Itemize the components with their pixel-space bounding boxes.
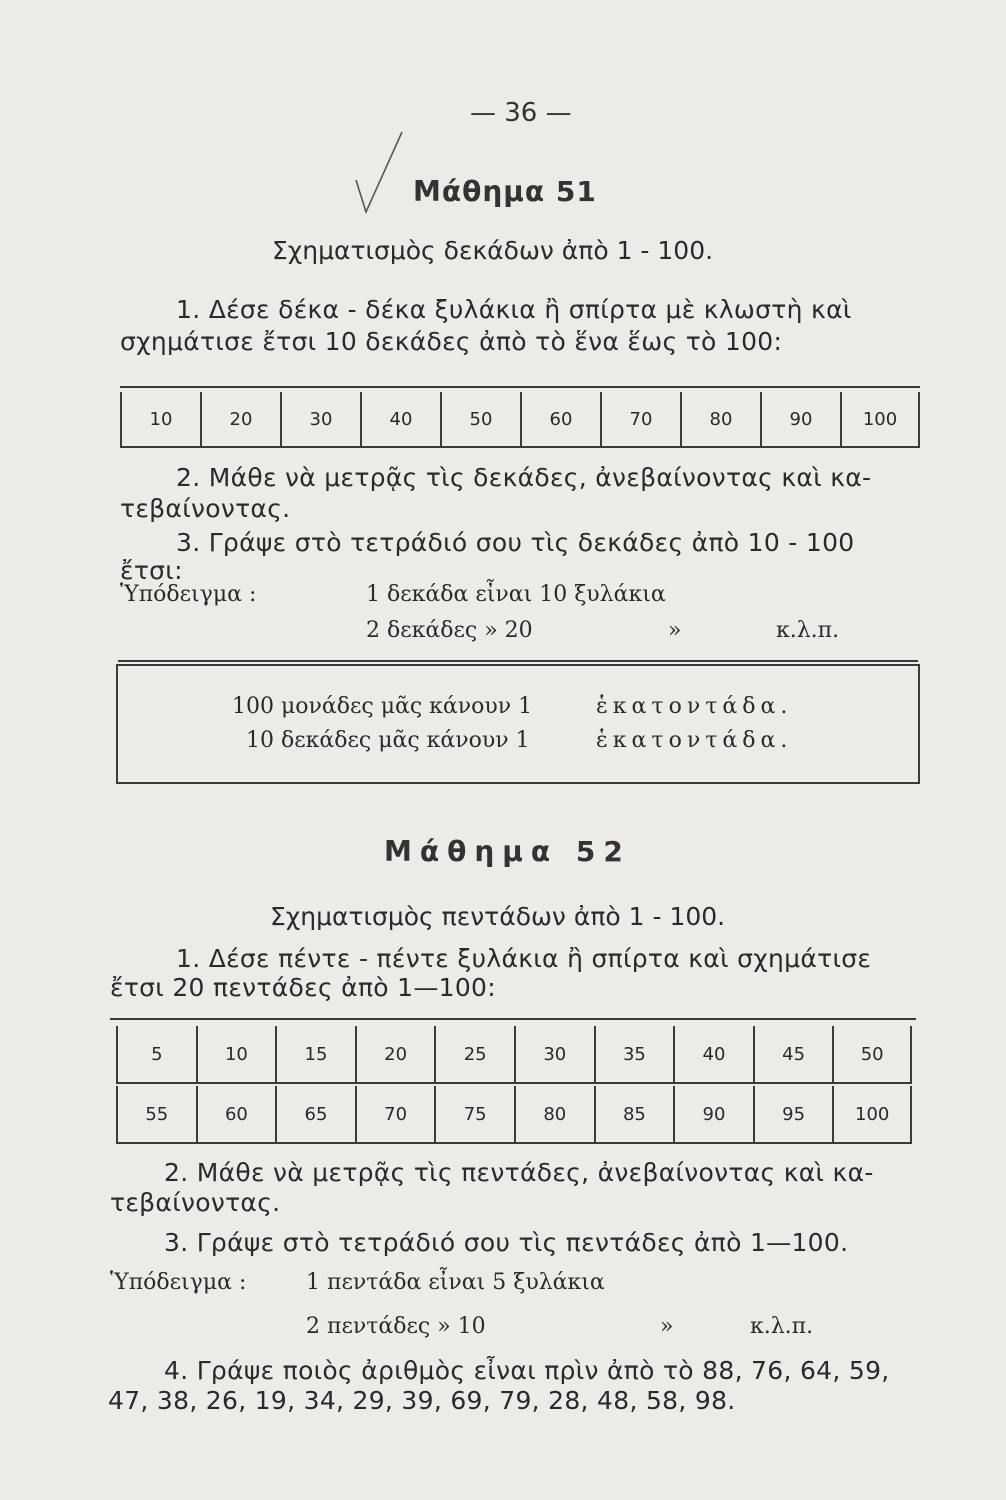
- fives-table-row1: [116, 1026, 912, 1082]
- table-cell: 50: [832, 1026, 912, 1082]
- tens-table-top-rule: [120, 386, 920, 388]
- table-cell: 50: [440, 392, 520, 446]
- lesson-51-ex1-line1: 1. Δέσε δέκα - δέκα ξυλάκια ἢ σπίρτα μὲ κλωστὴ καὶ: [176, 295, 852, 324]
- table-cell: 35: [594, 1026, 674, 1082]
- table-cell: 5: [116, 1026, 196, 1082]
- hundred-definition-box: [116, 664, 920, 784]
- table-cell: 40: [360, 392, 440, 446]
- lesson-51-subtitle: Σχηματισμὸς δεκάδων ἀπὸ 1 - 100.: [272, 236, 714, 265]
- tens-table: [120, 392, 920, 448]
- lesson-51-ex3-line1: 3. Γράψε στὸ τετράδιό σου τὶς δεκάδες ἀπὸ 10 - 100: [176, 528, 855, 557]
- lesson-51-example-label: Ὑπόδειγμα :: [120, 582, 257, 607]
- table-cell: 60: [196, 1086, 276, 1142]
- table-cell: 15: [275, 1026, 355, 1082]
- lesson-51-ex1-line2: σχημάτισε ἔτσι 10 δεκάδες ἀπὸ τὸ ἕνα ἕως τὸ 100:: [120, 327, 783, 356]
- table-cell: 25: [434, 1026, 514, 1082]
- table-cell: 85: [594, 1086, 674, 1142]
- lesson-52-ex2-line2: τεβαίνοντας.: [110, 1188, 281, 1217]
- lesson-52-subtitle: Σχηματισμὸς πεντάδων ἀπὸ 1 - 100.: [270, 902, 726, 931]
- lesson-51-ex2-line1: 2. Μάθε νὰ μετρᾷς τὶς δεκάδες, ἀνεβαίνοντας καὶ κα-: [176, 463, 872, 492]
- table-cell: 70: [355, 1086, 435, 1142]
- lesson-52-ex2-line1: 2. Μάθε νὰ μετρᾷς τὶς πεντάδες, ἀνεβαίνοντας καὶ κα-: [164, 1158, 874, 1187]
- table-cell: 20: [355, 1026, 435, 1082]
- box-line2: 10 δεκάδες μᾶς κάνουν 1: [246, 728, 530, 753]
- table-cell: 80: [514, 1086, 594, 1142]
- lesson-52-example-row2-ditto: »: [660, 1314, 674, 1339]
- table-cell: 55: [116, 1086, 196, 1142]
- lesson-52-example-label: Ὑπόδειγμα :: [110, 1270, 247, 1295]
- table-cell: 30: [514, 1026, 594, 1082]
- table-cell: 20: [200, 392, 280, 446]
- box-line1: 100 μονάδες μᾶς κάνουν 1: [232, 694, 533, 719]
- fives-table-top-rule: [110, 1018, 916, 1020]
- table-cell: 10: [120, 392, 200, 446]
- table-cell: 10: [196, 1026, 276, 1082]
- table-cell: 60: [520, 392, 600, 446]
- lesson-52-example-row1: 1 πεντάδα εἶναι 5 ξυλάκια: [306, 1270, 605, 1295]
- lesson-51-example-row1: 1 δεκάδα εἶναι 10 ξυλάκια: [366, 582, 666, 607]
- table-cell: 30: [280, 392, 360, 446]
- table-cell: 75: [434, 1086, 514, 1142]
- page-number: — 36 —: [470, 98, 572, 128]
- box-line1-word: ἑκατοντάδα.: [596, 694, 793, 719]
- table-cell: 80: [680, 392, 760, 446]
- table-cell: 95: [753, 1086, 833, 1142]
- fives-table-mid-rule: [116, 1082, 912, 1084]
- table-cell: 70: [600, 392, 680, 446]
- table-cell: 100: [840, 392, 920, 446]
- checkmark-icon: [352, 130, 412, 220]
- lesson-51-example-row2-etc: κ.λ.π.: [776, 618, 840, 643]
- lesson-52-ex3-line1: 3. Γράψε στὸ τετράδιό σου τὶς πεντάδες ἀπὸ 1—100.: [164, 1228, 849, 1257]
- lesson-51-ex3-line2: ἔτσι:: [120, 556, 183, 585]
- lesson-52-example-row2: 2 πεντάδες » 10: [306, 1314, 486, 1339]
- table-cell: 90: [760, 392, 840, 446]
- lesson-51-title: Μάθημα 51: [413, 175, 597, 208]
- lesson-51-example-row2: 2 δεκάδες » 20: [366, 618, 533, 643]
- fives-table-row2: [116, 1086, 912, 1144]
- table-cell: 45: [753, 1026, 833, 1082]
- table-cell: 65: [275, 1086, 355, 1142]
- lesson-52-ex4-line2: 47, 38, 26, 19, 34, 29, 39, 69, 79, 28, 48, 58, 98.: [108, 1386, 736, 1415]
- box-line2-word: ἑκατοντάδα.: [596, 728, 793, 753]
- lesson-51-example-row2-ditto: »: [668, 618, 682, 643]
- lesson-52-title: Μάθημα 52: [384, 835, 631, 868]
- lesson-52-ex4-line1: 4. Γράψε ποιὸς ἀριθμὸς εἶναι πρὶν ἀπὸ τὸ 88, 76, 64, 59,: [164, 1356, 890, 1385]
- table-cell: 100: [832, 1086, 912, 1142]
- lesson-52-ex1-line1: 1. Δέσε πέντε - πέντε ξυλάκια ἢ σπίρτα καὶ σχημάτισε: [176, 944, 872, 973]
- lesson-52-example-row2-etc: κ.λ.π.: [750, 1314, 814, 1339]
- table-cell: 40: [673, 1026, 753, 1082]
- table-cell: 90: [673, 1086, 753, 1142]
- lesson-52-ex1-line2: ἔτσι 20 πεντάδες ἀπὸ 1—100:: [110, 973, 496, 1002]
- lesson-51-ex2-line2: τεβαίνοντας.: [120, 494, 291, 523]
